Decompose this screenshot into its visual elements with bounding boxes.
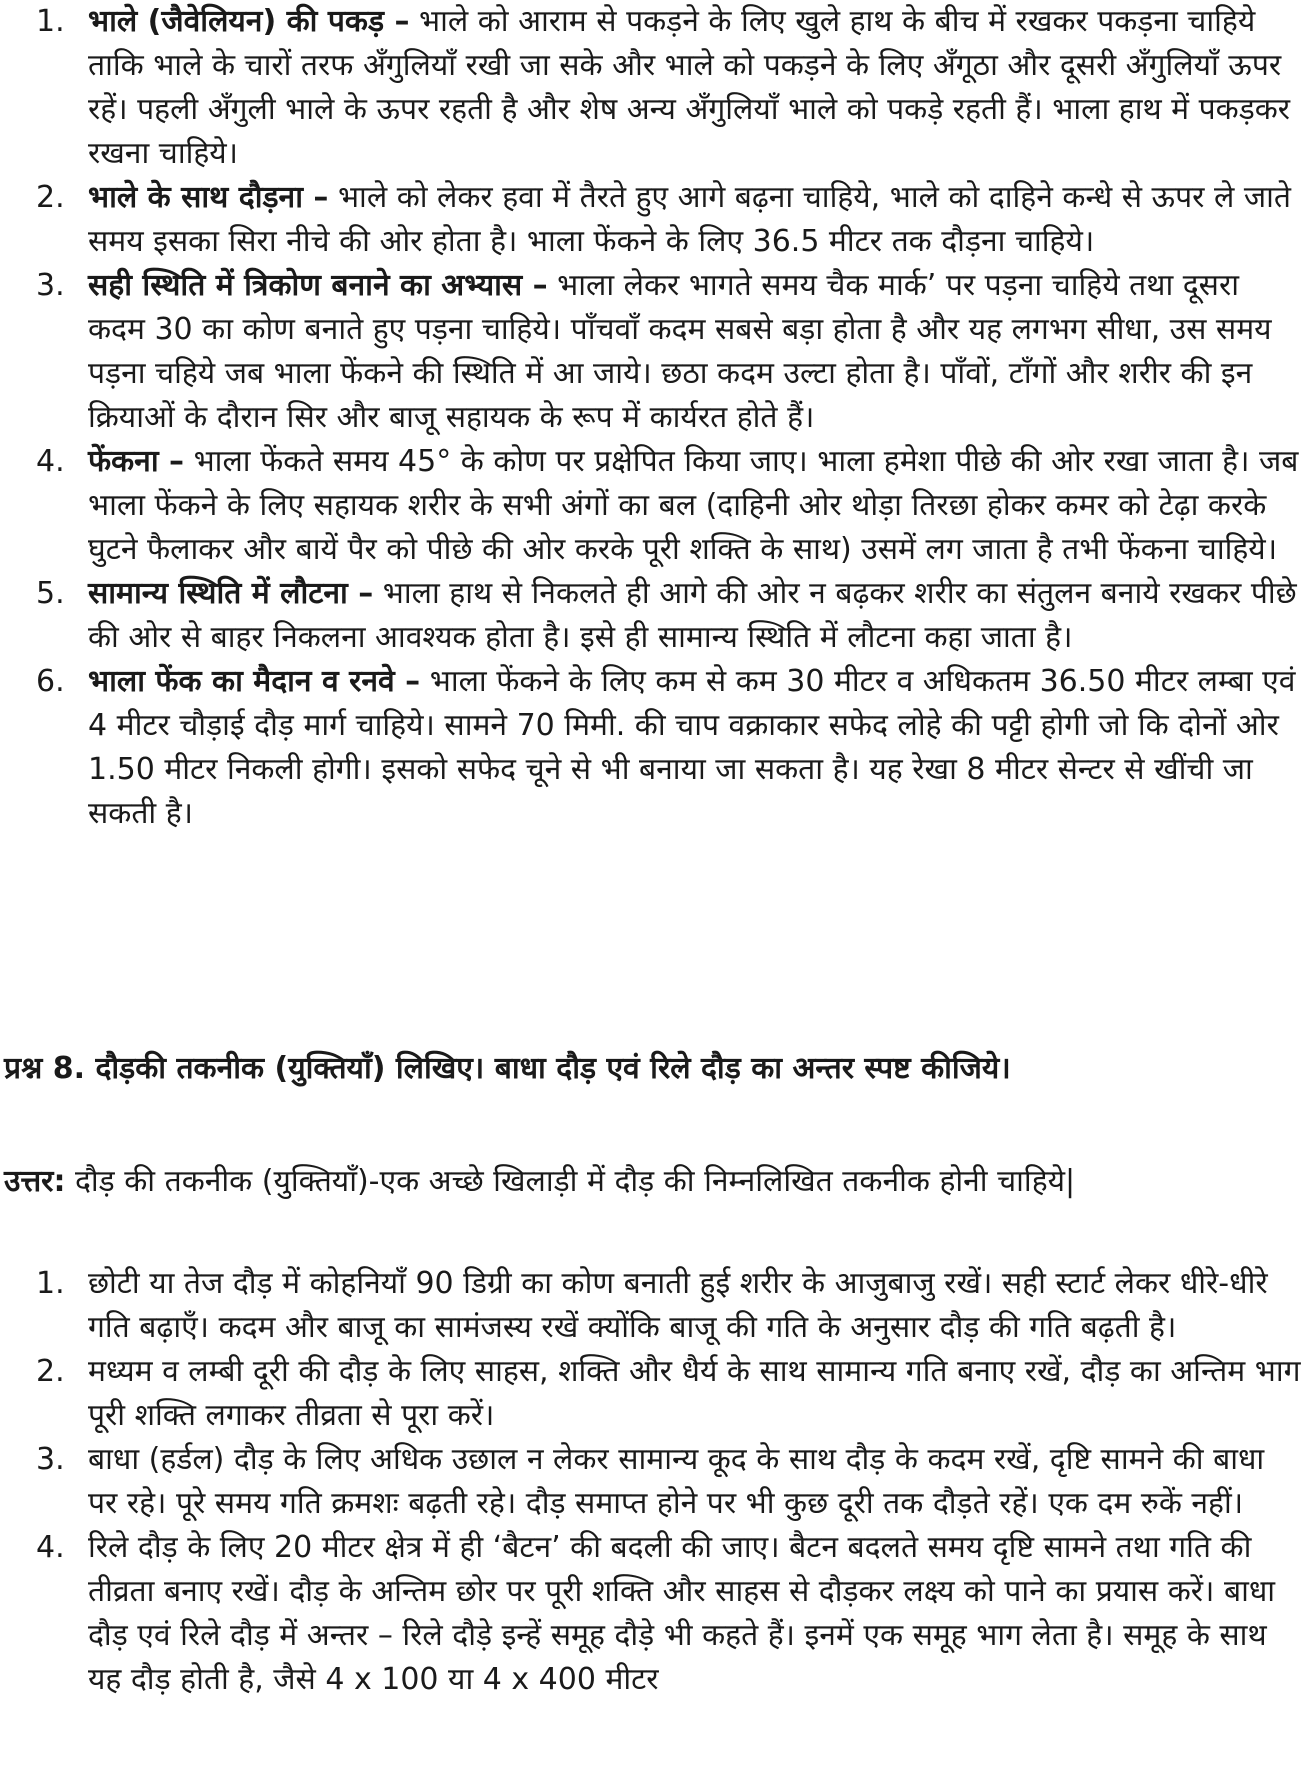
list-item <box>0 440 1309 572</box>
list-number: 6. <box>36 664 65 699</box>
item-text: भाला हाथ से निकलते ही आगे की ओर न बढ़कर शरीर का संतुलन बनाये रखकर पीछे की ओर से बाहर निकलना आवश्यक होता है। इसे ही सामान्य स्थिति में लौटना कहा जाता है। <box>88 576 1297 655</box>
list-item <box>0 0 1309 176</box>
list-item <box>0 660 1309 836</box>
list-item <box>0 176 1309 264</box>
answer-text: दौड़ की तकनीक (युक्तियाँ)-एक अच्छे खिलाड़ी में दौड़ की निम्नलिखित तकनीक होनी चाहिये| <box>65 1164 1076 1199</box>
list-number: 4. <box>36 1530 65 1565</box>
list-item <box>0 572 1309 660</box>
list-number: 4. <box>36 444 65 479</box>
running-technique-list <box>0 1262 1309 1702</box>
item-title: भाला फेंक का मैदान व रनवे – <box>88 664 421 699</box>
item-title: सामान्य स्थिति में लौटना – <box>88 576 374 611</box>
list-item <box>0 1262 1309 1350</box>
item-title: भाले (जैवेलियन) की पकड़ – <box>88 4 410 39</box>
item-text: भाले को आराम से पकड़ने के लिए खुले हाथ के बीच में रखकर पकड़ना चाहिये ताकि भाले के चारों तरफ अँगुलियाँ रखी जा सके और भाले को पकड़ने के लिए अँगूठा और दूसरी अँगुलियाँ ऊपर रहें। पहली अँगुली भाले के ऊपर रहती है और शेष अन्य अँगुलियाँ भाले को पकड़े रहती हैं। भाला हाथ में पकड़कर रखना चाहिये। <box>88 4 1291 171</box>
item-text: मध्यम व लम्बी दूरी की दौड़ के लिए साहस, शक्ति और धैर्य के साथ सामान्य गति बनाए रखें, दौड़ का अन्तिम भाग पूरी शक्ति लगाकर तीव्रता से पूरा करें। <box>88 1354 1301 1433</box>
list-item <box>0 1438 1309 1526</box>
list-item <box>0 264 1309 440</box>
list-number: 1. <box>36 4 65 39</box>
item-title: फेंकना – <box>88 444 185 479</box>
list-number: 3. <box>36 268 65 303</box>
answer-label: उत्तर: <box>4 1164 66 1199</box>
list-item <box>0 1526 1309 1702</box>
item-text: छोटी या तेज दौड़ में कोहनियाँ 90 डिग्री का कोण बनाती हुई शरीर के आजुबाजु रखें। सही स्टार्ट लेकर धीरे-धीरे गति बढ़ाएँ। कदम और बाजू का सामंजस्य रखें क्योंकि बाजू की गति के अनुसार दौड़ की गति बढ़ती है। <box>88 1266 1268 1345</box>
item-text: भाला लेकर भागते समय चैक मार्क’ पर पड़ना चाहिये तथा दूसरा कदम 30 का कोण बनाते हुए पड़ना चाहिये। पाँचवाँ कदम सबसे बड़ा होता है और यह लगभग सीधा, उस समय पड़ना चहिये जब भाला फेंकने की स्थिति में आ जाये। छठा कदम उल्टा होता है। पाँवों, टाँगों और शरीर की इन क्रियाओं के दौरान सिर और बाजू सहायक के रूप में कार्यरत होते हैं। <box>88 268 1272 435</box>
item-text: बाधा (हर्डल) दौड़ के लिए अधिक उछाल न लेकर सामान्य कूद के साथ दौड़ के कदम रखें, दृष्टि सामने की बाधा पर रहे। पूरे समय गति क्रमशः बढ़ती रहे। दौड़ समाप्त होने पर भी कुछ दूरी तक दौड़ते रहें। एक दम रुकें नहीं। <box>88 1442 1265 1521</box>
item-text: भाले को लेकर हवा में तैरते हुए आगे बढ़ना चाहिये, भाले को दाहिने कन्धे से ऊपर ले जाते समय इसका सिरा नीचे की ओर होता है। भाला फेंकने के लिए 36.5 मीटर तक दौड़ना चाहिये। <box>88 180 1291 259</box>
list-number: 5. <box>36 576 65 611</box>
item-title: सही स्थिति में त्रिकोण बनाने का अभ्यास – <box>88 268 548 303</box>
answer-intro <box>4 1160 1304 1204</box>
item-text: भाला फेंकते समय 45° के कोण पर प्रक्षेपित किया जाए। भाला हमेशा पीछे की ओर रखा जाता है। जब भाला फेंकने के लिए सहायक शरीर के सभी अंगों का बल (दाहिनी ओर थोड़ा तिरछा होकर कमर को टेढ़ा करके घुटने फैलाकर और बायें पैर को पीछे की ओर करके पूरी शक्ति के साथ) उसमें लग जाता है तभी फेंकना चाहिये। <box>88 444 1299 567</box>
item-text: भाला फेंकने के लिए कम से कम 30 मीटर व अधिकतम 36.50 मीटर लम्बा एवं 4 मीटर चौड़ाई दौड़ मार्ग चाहिये। सामने 70 मिमी. की चाप वक्राकार सफेद लोहे की पट्टी होगी जो कि दोनों ओर 1.50 मीटर निकली होगी। इसको सफेद चूने से भी बनाया जा सकता है। यह रेखा 8 मीटर सेन्टर से खींची जा सकती है। <box>88 664 1296 831</box>
list-number: 1. <box>36 1266 65 1301</box>
item-title: भाले के साथ दौड़ना – <box>88 180 329 215</box>
list-item <box>0 1350 1309 1438</box>
list-number: 2. <box>36 1354 65 1389</box>
javelin-technique-list <box>0 0 1309 836</box>
list-number: 2. <box>36 180 65 215</box>
list-number: 3. <box>36 1442 65 1477</box>
item-text: रिले दौड़ के लिए 20 मीटर क्षेत्र में ही ‘बैटन’ की बदली की जाए। बैटन बदलते समय दृष्टि सामने तथा गति की तीव्रता बनाए रखें। दौड़ के अन्तिम छोर पर पूरी शक्ति और साहस से दौड़कर लक्ष्य को पाने का प्रयास करें। बाधा दौड़ एवं रिले दौड़ में अन्तर – रिले दौड़े इन्हें समूह दौड़े भी कहते हैं। इनमें एक समूह भाग लेता है। समूह के साथ यह दौड़ होती है, जैसे 4 x 100 या 4 x 400 मीटर <box>88 1530 1276 1697</box>
question-heading: प्रश्न 8. दौड़की तकनीक (युक्तियाँ) लिखिए। बाधा दौड़ एवं रिले दौड़ का अन्तर स्पष्ट कीजिये। <box>4 1051 1011 1086</box>
